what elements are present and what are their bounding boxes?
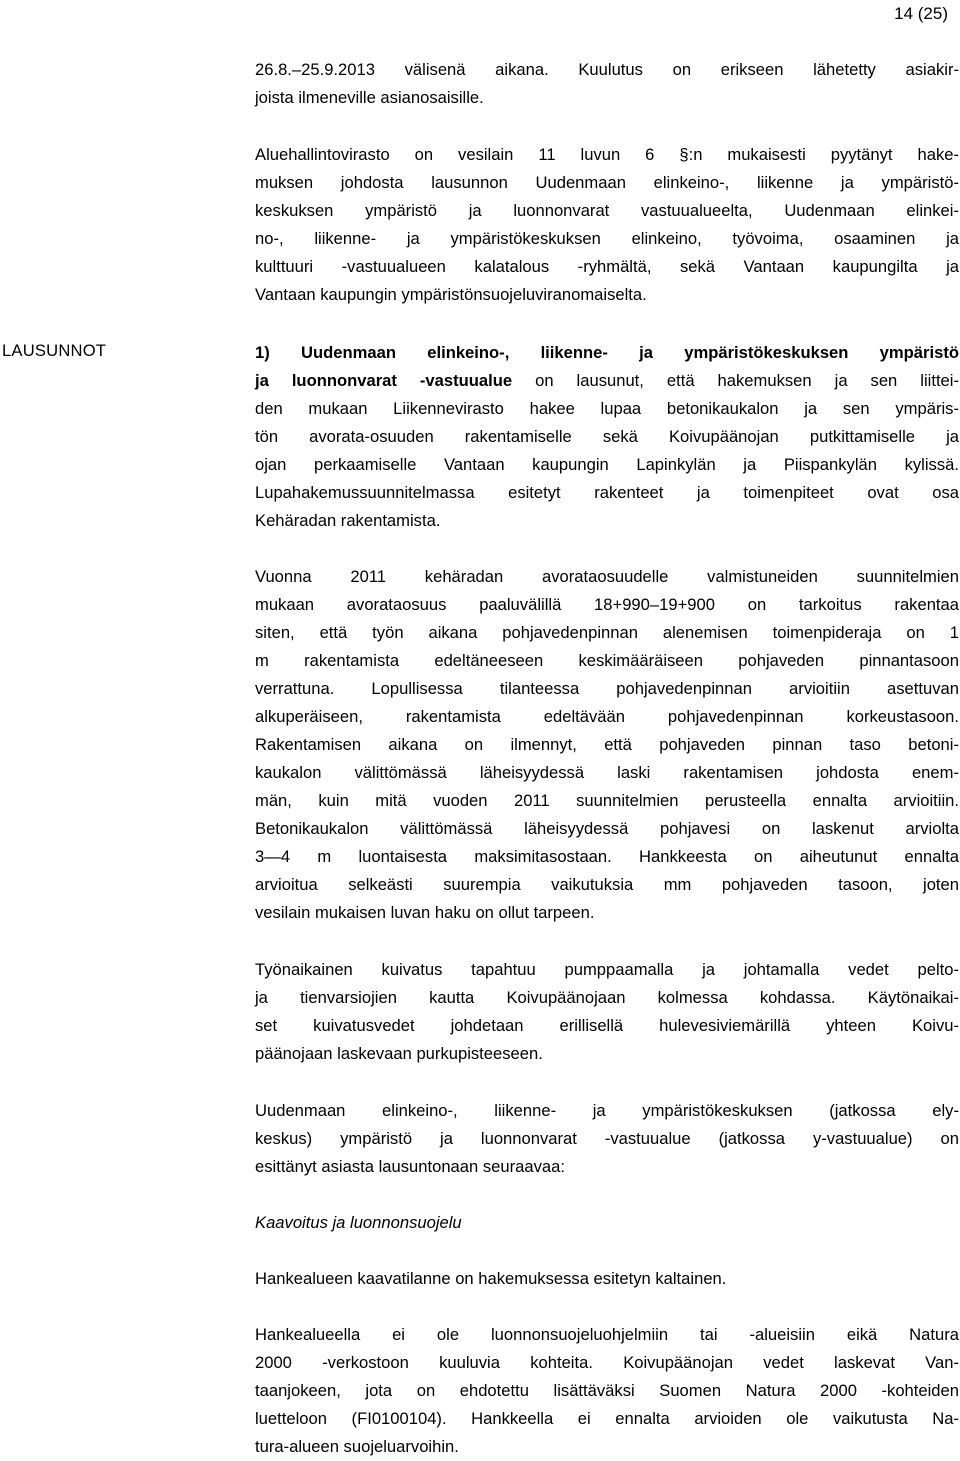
text-line: päänojaan laskevaan purkupisteeseen. — [255, 1044, 543, 1063]
paragraph-announcement — [255, 56, 959, 112]
text-line: luetteloon (FI0100104). Hankkeella ei ennalta arvioiden ole vaikutusta Na- — [255, 1409, 959, 1428]
text-line: Aluehallintovirasto on vesilain 11 luvun 6 §:n mukaisesti pyytänyt hake- — [255, 145, 959, 164]
text-line: 2000 -verkostoon kuuluvia kohteita. Koivupäänojan vedet laskevat Van- — [255, 1353, 959, 1372]
text-line: kaukalon välittömässä läheisyydessä laski rakentamisen johdosta enem- — [255, 763, 959, 782]
paragraph-zoning — [255, 1265, 959, 1293]
text-span: on lausunut, että hakemuksen ja sen liittei- — [512, 371, 959, 390]
text-line: män, kuin mitä vuoden 2011 suunnitelmien perusteella ennalta arvioitiin. — [255, 791, 959, 810]
text-line: keskuksen ympäristö ja luonnonvarat vastuualueelta, Uudenmaan elinkei- — [255, 201, 959, 220]
paragraph-ely-statement — [255, 1097, 959, 1181]
bold-text: ja luonnonvarat -vastuualue — [255, 371, 513, 390]
text-line: alkuperäiseen, rakentamista edeltävään pohjavedenpinnan korkeustasoon. — [255, 707, 959, 726]
section-label-lausunnot: LAUSUNNOT — [2, 341, 107, 360]
text-line: arvioitua selkeästi suurempia vaikutuksia mm pohjaveden tasoon, joten — [255, 875, 959, 894]
text-line: Kehäradan rakentamista. — [255, 511, 441, 530]
page-number: 14 (25) — [894, 4, 948, 23]
text-line: ja tienvarsiojien kautta Koivupäänojaan kolmessa kohdassa. Käytönaikai- — [255, 988, 959, 1007]
text-line: kulttuuri -vastuualueen kalatalous -ryhmältä, sekä Vantaan kaupungilta ja — [255, 257, 959, 276]
paragraph-request-statements — [255, 141, 959, 309]
text-line: m rakentamista edeltäneeseen keskimääräiseen pohjaveden pinnantasoon — [255, 651, 959, 670]
paragraph-groundwater — [255, 563, 959, 927]
paragraph-natura — [255, 1321, 959, 1461]
text-line: Lupahakemussuunnitelmassa esitetyt rakenteet ja toimenpiteet ovat osa — [255, 483, 959, 502]
paragraph-drainage — [255, 956, 959, 1068]
text-line: Uudenmaan elinkeino-, liikenne- ja ympäristökeskuksen (jatkossa ely- — [255, 1101, 959, 1120]
text-line: esittänyt asiasta lausuntonaan seuraavaa: — [255, 1157, 565, 1176]
text-line: tura-alueen suojeluarvoihin. — [255, 1437, 459, 1456]
text-line: mukaan avorataosuus paaluvälillä 18+990–19+900 on tarkoitus rakentaa — [255, 595, 959, 614]
text-line: Betonikaukalon välittömässä läheisyydessä pohjavesi on laskenut arviolta — [255, 819, 959, 838]
text-line: taanjokeen, jota on ehdotettu lisättäväksi Suomen Natura 2000 -kohteiden — [255, 1381, 959, 1400]
text-line — [255, 367, 959, 395]
text-line: vesilain mukaisen luvan haku on ollut tarpeen. — [255, 903, 595, 922]
subheading-kaavoitus — [255, 1209, 959, 1237]
text-line: set kuivatusvedet johdetaan erillisellä hulevesiviemärillä yhteen Koivu- — [255, 1016, 959, 1035]
text-line: Rakentamisen aikana on ilmennyt, että pohjaveden pinnan taso betoni- — [255, 735, 959, 754]
text-line: Hankealueen kaavatilanne on hakemuksessa esitetyn kaltainen. — [255, 1269, 727, 1288]
text-line: 26.8.–25.9.2013 välisenä aikana. Kuulutus on erikseen lähetetty asiakir- — [255, 60, 959, 79]
text-line: den mukaan Liikennevirasto hakee lupaa betonikaukalon ja sen ympäris- — [255, 399, 959, 418]
subheading-text: Kaavoitus ja luonnonsuojelu — [255, 1213, 462, 1232]
text-line: keskus) ympäristö ja luonnonvarat -vastuualue (jatkossa y-vastuualue) on — [255, 1129, 959, 1148]
text-line: muksen johdosta lausunnon Uudenmaan elinkeino-, liikenne ja ympäristö- — [255, 173, 959, 192]
text-line: siten, että työn aikana pohjavedenpinnan alenemisen toimenpideraja on 1 — [255, 623, 959, 642]
text-line: Työnaikainen kuivatus tapahtuu pumppaamalla ja johtamalla vedet pelto- — [255, 960, 959, 979]
text-line: Hankealueella ei ole luonnonsuojeluohjelmiin tai -alueisiin eikä Natura — [255, 1325, 959, 1344]
text-line: no-, liikenne- ja ympäristökeskuksen elinkeino, työvoima, osaaminen ja — [255, 229, 959, 248]
text-line: verrattuna. Lopullisessa tilanteessa pohjavedenpinnan arvioitiin asettuvan — [255, 679, 959, 698]
text-line: 3—4 m luontaisesta maksimitasostaan. Hankkeesta on aiheutunut ennalta — [255, 847, 959, 866]
text-line: joista ilmeneville asianosaisille. — [255, 88, 484, 107]
text-line: Vuonna 2011 kehäradan avorataosuudelle valmistuneiden suunnitelmien — [255, 567, 959, 586]
text-line: 1) Uudenmaan elinkeino-, liikenne- ja ympäristökeskuksen ympäristö — [255, 343, 959, 362]
text-line: ojan perkaamiselle Vantaan kaupungin Lapinkylän ja Piispankylän kylissä. — [255, 455, 959, 474]
text-line: Vantaan kaupungin ympäristönsuojeluviranomaiselta. — [255, 285, 647, 304]
paragraph-statement-1 — [255, 339, 959, 535]
text-line: tön avorata-osuuden rakentamiselle sekä Koivupäänojan putkittamiselle ja — [255, 427, 959, 446]
